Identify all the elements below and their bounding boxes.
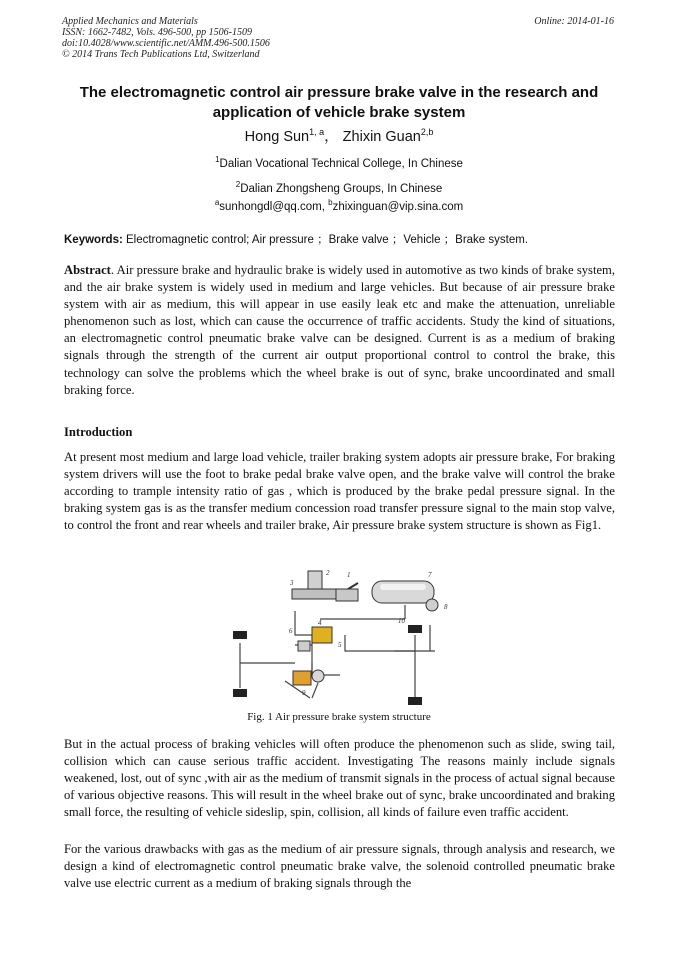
air-tank <box>372 581 434 603</box>
title-line-1: The electromagnetic control air pressure brake valve in the research and <box>79 84 599 101</box>
wheel-rear-left <box>233 689 247 697</box>
email-b-sup: b <box>328 198 333 207</box>
trailer-valve <box>293 670 324 685</box>
fig-label-6: 6 <box>289 627 293 635</box>
fig-label-9: 9 <box>302 689 306 697</box>
fig-label-2: 2 <box>326 569 330 577</box>
author-2: Zhixin Guan <box>342 129 421 145</box>
abstract-text: . Air pressure brake and hydraulic brake is widely used in automotive as two kinds of brake system, and the air brake system is widely used in medium and large vehicles. But because of air pressure brake system with air as medium, this will appear in use easily leak etc and make the attenuation, unreliable phenomenon such as lost, which can cause the occurrence of traffic accidents. Study the kind of situations, an electromagnetic control pneumatic brake valve can be designed. Current is as a medium of braking signals through the strength of the current air output proportional control to control the brake, this technology can solve the problems which the wheel brake is out of sync, brake uncoordinated and small braking force. <box>64 263 615 397</box>
authors <box>0 125 678 146</box>
intro-paragraph-3: For the various drawbacks with gas as the medium of air pressure signals, through analysis and research, we design a kind of electromagnetic control pneumatic brake valve, the solenoid controlled pneumatic brake valve use electric current as a medium of braking signals through the <box>64 842 615 891</box>
affiliation-2 <box>0 180 678 195</box>
pipe-left <box>240 643 295 663</box>
fig-label-7: 7 <box>428 571 432 579</box>
author-1-sup: 1, a <box>309 127 325 138</box>
pressure-gauge <box>426 599 438 611</box>
author-emails <box>0 198 678 213</box>
abstract <box>64 262 615 399</box>
affiliation-1-sup: 1 <box>215 155 220 164</box>
keywords-label: Keywords: <box>64 234 123 246</box>
author-separator: ， <box>324 129 339 145</box>
issn-line: ISSN: 1662-7482, Vols. 496-500, pp 1506-1509 <box>62 27 252 38</box>
wheel-front-left <box>233 631 247 639</box>
fig-label-3: 3 <box>290 579 294 587</box>
abstract-label: Abstract <box>64 263 111 277</box>
email-b[interactable]: zhixinguan@vip.sina.com <box>332 200 464 213</box>
figure-caption: Fig. 1 Air pressure brake system structure <box>247 711 431 723</box>
wheel-rear-right <box>408 697 422 705</box>
fig-label-8: 8 <box>444 603 448 611</box>
author-1: Hong Sun <box>244 129 310 145</box>
section-heading-introduction: Introduction <box>64 425 133 439</box>
intro-paragraph-1: At present most medium and large load vehicle, trailer braking system adopts air pressure brake, For braking system drivers will use the foot to brake pedal brake valve open, and the brake valve will control the brake according to trample intensity ratio of gas , which is produced by the brake pedal pressure signal. In the braking system gas is as the transfer medium concession road transfer pressure signal to the main stop valve, to control the front and rear wheels and trailer brake, Air pressure brake system structure is shown as Fig1. <box>64 450 615 533</box>
affiliation-2-text: Dalian Zhongsheng Groups, In Chinese <box>240 182 443 195</box>
doi-line: doi:10.4028/www.scientific.net/AMM.496-500.1506 <box>62 38 270 49</box>
intro-paragraph-2: But in the actual process of braking vehicles will often produce the phenomenon such as slide, swing tail, collision which can cause serious traffic accident. Investigating The reasons mainly include signals weakened, lost, out of sync ,with air as the medium of transmit signals in the process of actual signal because of various objective reasons. This will result in the wheel brake out of sync, brake uncoordinated and braking small force, the resulting of vehicle sideslip, spin, collision, all kinds of failure even traffic accident. <box>64 737 615 820</box>
email-a-sup: a <box>214 198 220 207</box>
online-date: Online: 2014-01-16 <box>534 16 614 27</box>
fig-label-5: 5 <box>338 641 342 649</box>
affiliation-2-sup: 2 <box>235 180 241 189</box>
journal-name: Applied Mechanics and Materials <box>62 16 198 27</box>
relay-valve <box>298 627 332 651</box>
affiliation-1 <box>0 155 678 170</box>
affiliation-1-text: Dalian Vocational Technical College, In Chinese <box>219 157 463 170</box>
fig-label-1: 1 <box>347 571 351 579</box>
fig-label-10: 10 <box>398 617 405 625</box>
title-line-2: application of vehicle brake system <box>212 104 466 121</box>
author-2-sup: 2,b <box>420 127 434 138</box>
fig-label-4: 4 <box>318 619 322 627</box>
keywords <box>64 231 528 247</box>
brake-system-figure <box>200 563 470 705</box>
copyright-line: © 2014 Trans Tech Publications Ltd, Switzerland <box>62 49 260 60</box>
keywords-text: Electromagnetic control; Air pressure ；Brake valve ；Vehicle ；Brake system. <box>122 234 529 246</box>
wheel-front-right <box>408 625 422 633</box>
email-a[interactable]: sunhongdl@qq.com, <box>219 200 329 213</box>
paper-title <box>40 83 638 123</box>
